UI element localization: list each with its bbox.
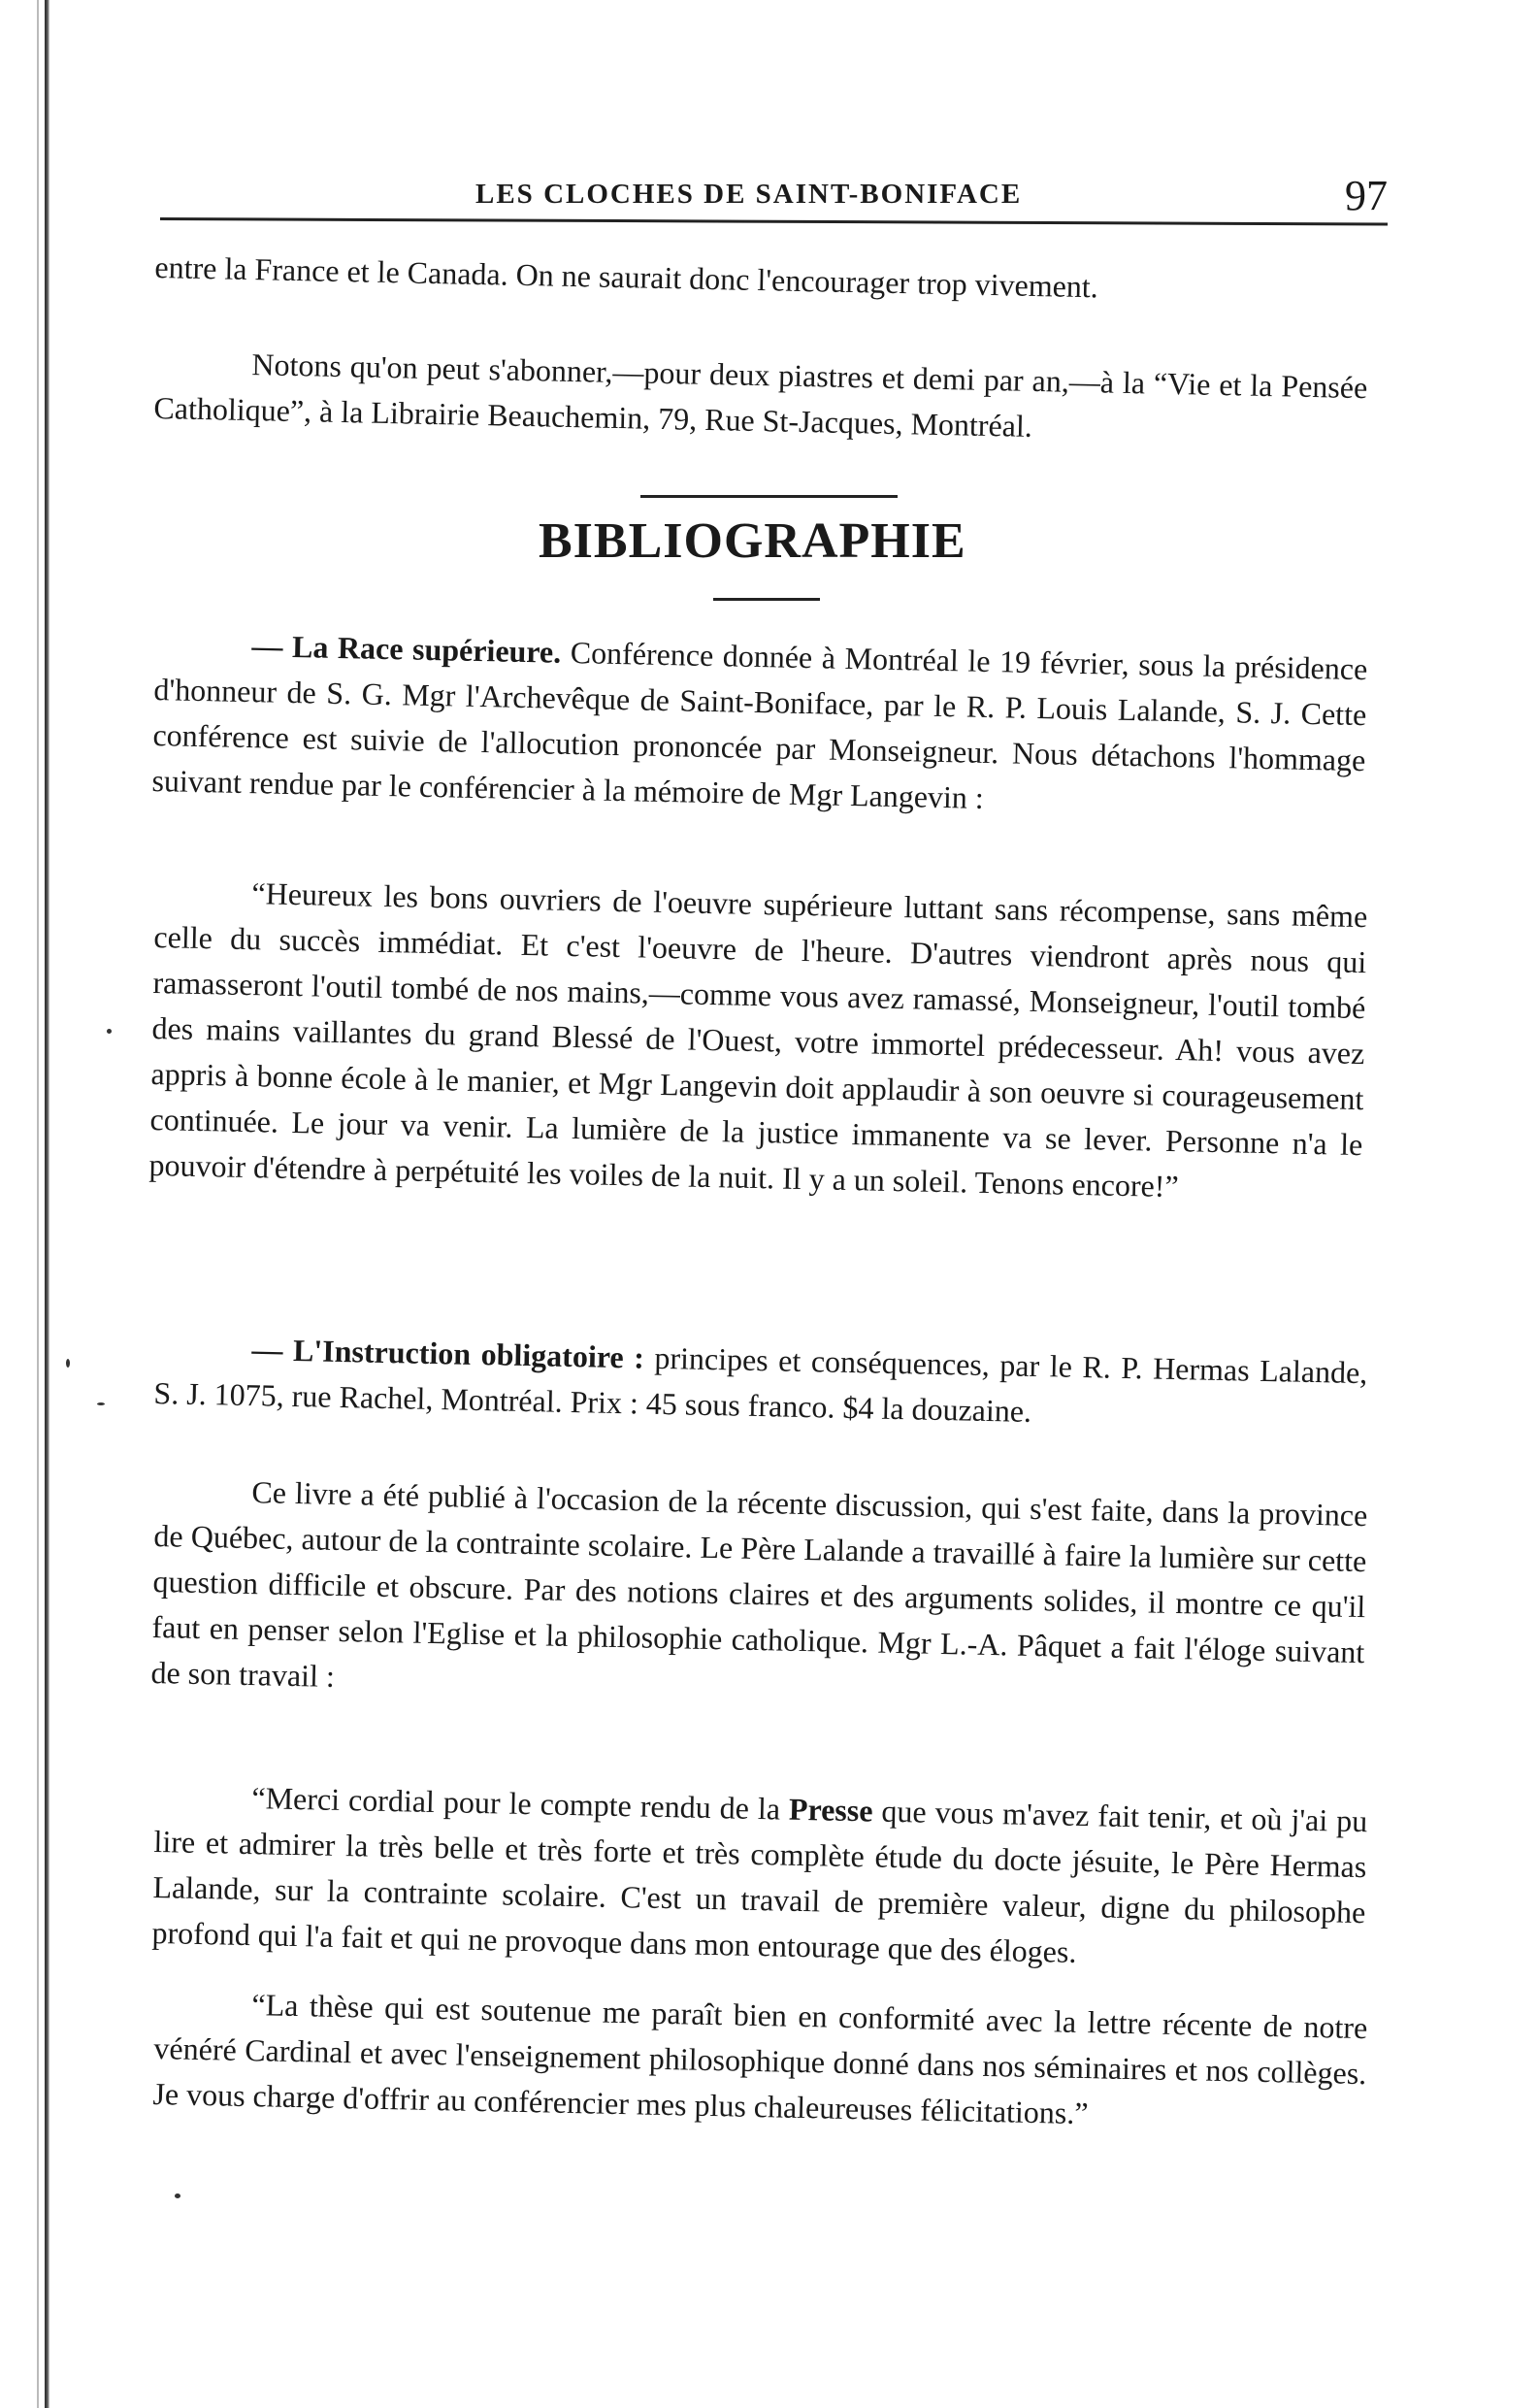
race-entry xyxy=(151,621,1368,829)
heading-rule-top xyxy=(640,495,898,498)
letter-paragraph-2 xyxy=(152,1980,1368,2154)
letter1-presse: Presse xyxy=(788,1791,873,1829)
quote-text: “Heureux les bons ouvriers de l'oeuvre supérieure luttant sans récompense, sans même celle du succès immédiat. Et c'est l'oeuvre de l'heure. D'autres viendront après nous qui ramasseront l'outil tombé de nos mains,—comme vous avez ramassé, Monseigneur, l'outil tombé des mains vaillantes du grand Blessé de l'Ouest, votre immortel prédecesseur. Ah! vous avez appris à bonne école à le manier, et Mgr Langevin doit applaudir à son oeuvre si courageusement continuée. Le jour va venir. La lumière de la justice immanente va se lever. Personne n'a le pouvoir d'étendre à perpétuité les voiles de la nuit. Il y a un soleil. Tenons encore!” xyxy=(148,875,1368,1204)
page-header xyxy=(155,165,1388,223)
instruction-text: principes et conséquences, par le R. P. Hermas Lalande, S. J. 1075, rue Rachel, Montréal. Prix : 45 sous franco. $4 la douzaine. xyxy=(153,1339,1368,1429)
heading-rule-bottom xyxy=(713,598,820,601)
letter1-after: que vous m'avez fait tenir, et où j'ai pu lire et admirer la très belle et très forte et très complète étude du docte jésuite, le Père Hermas Lalande, sur la contrainte scolaire. C'est un travail de première valeur, digne du philosophe profond qui l'a fait et qui ne provoque dans mon entourage que des éloges. xyxy=(151,1793,1368,1969)
subscribe-paragraph xyxy=(153,340,1368,468)
instruction-paragraph xyxy=(153,1325,1368,1453)
page-number: 97 xyxy=(1345,172,1388,219)
scan-speck xyxy=(97,1402,105,1405)
section-heading: BIBLIOGRAPHIE xyxy=(539,513,966,569)
intro-text: entre la France et le Canada. On ne saurait donc l'encourager trop vivement. xyxy=(154,248,1099,305)
page-edge-shadow xyxy=(37,0,39,2408)
scan-speck xyxy=(175,2194,180,2198)
letter-paragraph-1 xyxy=(151,1773,1368,1993)
running-title: LES CLOCHES DE SAINT-BONIFACE xyxy=(475,179,1023,210)
book-text: Ce livre a été publié à l'occasion de la récente discussion, qui s'est faite, dans la province de Québec, autour de la contrainte scolaire. Le Père Lalande a travaillé à faire la lumière sur cette question difficile et obscure. Par des notions claires et des arguments solides, il montre ce qu'il faut en penser selon l'Eglise et la philosophie catholique. Mgr L.-A. Pâquet a fait l'éloge suivant de son travail : xyxy=(150,1474,1368,1694)
quote-paragraph xyxy=(148,869,1368,1225)
intro-paragraph xyxy=(154,245,1368,327)
subscribe-text: Notons qu'on peut s'abonner,—pour deux piastres et demi par an,—à la “Vie et la Pensée Catholique”, à la Librairie Beauchemin, 79, Rue St-Jacques, Montréal. xyxy=(153,346,1368,444)
letter1-before: “Merci cordial pour le compte rendu de la xyxy=(251,1780,790,1827)
book-paragraph xyxy=(150,1468,1368,1732)
scan-speck xyxy=(107,1029,112,1034)
scan-speck xyxy=(66,1359,70,1368)
letter1-text xyxy=(151,1773,1368,1981)
page-edge-line xyxy=(45,0,49,2408)
race-title: — La Race supérieure. xyxy=(251,628,562,670)
race-text: Conférence donnée à Montréal le 19 février, sous la présidence d'honneur de S. G. Mgr l'Archevêque de Saint-Boniface, par le R. P. Louis Lalande, S. J. Cette conférence est suivie de l'allocution prononcée par Monseigneur. Nous détachons l'hommage suivant rendue par le conférencier à la mémoire de Mgr Langevin : xyxy=(151,634,1368,815)
instruction-entry xyxy=(153,1325,1368,1441)
instruction-title: — L'Instruction obligatoire : xyxy=(251,1332,645,1375)
race-paragraph xyxy=(151,621,1368,841)
letter2-text: “La thèse qui est soutenue me paraît bien en conformité avec la lettre récente de notre vénéré Cardinal et avec l'enseignement philosophique donné dans nos séminaires et nos collèges. Je vous charge d'offrir au conférencier mes plus chaleureuses félicitations.” xyxy=(152,1987,1368,2131)
